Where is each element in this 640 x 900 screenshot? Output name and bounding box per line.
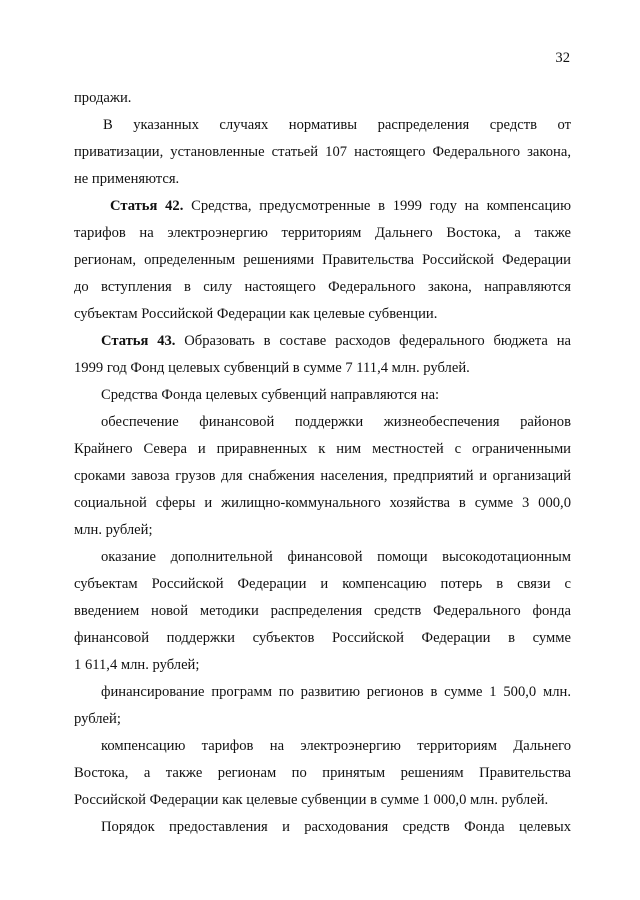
text-line: рублей; (74, 711, 121, 727)
text-line: оказание дополнительной финансовой помощи высокодотационным (101, 549, 571, 565)
text-line: до вступления в силу настоящего Федерального закона, направляются (74, 279, 571, 295)
text-line: Крайнего Севера и приравненных к ним местностей с ограниченными (74, 441, 571, 457)
text-line: 1 611,4 млн. рублей; (74, 657, 200, 673)
text-line: Средства Фонда целевых субвенций направляются на: (101, 387, 440, 403)
text-line: 1999 год Фонд целевых субвенций в сумме 7 111,4 млн. рублей. (74, 360, 470, 376)
text-line: тарифов на электроэнергию территориям Дальнего Востока, а также (74, 225, 571, 241)
article-43-heading: Статья 43. (101, 333, 176, 349)
text-line: социальной сферы и жилищно-коммунального хозяйства в сумме 3 000,0 (74, 495, 571, 511)
article-42-line: Статья 42. Средства, предусмотренные в 1999 году на компенсацию (110, 198, 571, 214)
text-line: В указанных случаях нормативы распределения средств от (103, 117, 571, 133)
article-43-line: Статья 43. Образовать в составе расходов федерального бюджета на (101, 333, 571, 349)
text-line: компенсацию тарифов на электроэнергию территориям Дальнего (101, 738, 571, 754)
text-line: продажи. (74, 90, 132, 106)
text-line: Востока, а также регионам по принятым решениям Правительства (74, 765, 571, 781)
text-line: млн. рублей; (74, 522, 153, 538)
text-line: финансовой поддержки субъектов Российской Федерации в сумме (74, 630, 571, 646)
text-line: не применяются. (74, 171, 180, 187)
page-number: 32 (555, 50, 570, 66)
text-line: регионам, определенным решениями Правительства Российской Федерации (74, 252, 571, 268)
article-42-heading: Статья 42. (110, 198, 184, 214)
text-line: субъектам Российской Федерации как целевые субвенции. (74, 306, 438, 322)
text-line: обеспечение финансовой поддержки жизнеобеспечения районов (101, 414, 571, 430)
text-line: финансирование программ по развитию регионов в сумме 1 500,0 млн. (101, 684, 571, 700)
text-line: сроками завоза грузов для снабжения населения, предприятий и организаций (74, 468, 571, 484)
text-line: Российской Федерации как целевые субвенции в сумме 1 000,0 млн. рублей. (74, 792, 549, 808)
text-line: субъектам Российской Федерации и компенсацию потерь в связи с (74, 576, 571, 592)
text-line: Порядок предоставления и расходования средств Фонда целевых (101, 819, 571, 835)
text-line: введением новой методики распределения средств Федерального фонда (74, 603, 571, 619)
text-line: приватизации, установленные статьей 107 настоящего Федерального закона, (74, 144, 571, 160)
